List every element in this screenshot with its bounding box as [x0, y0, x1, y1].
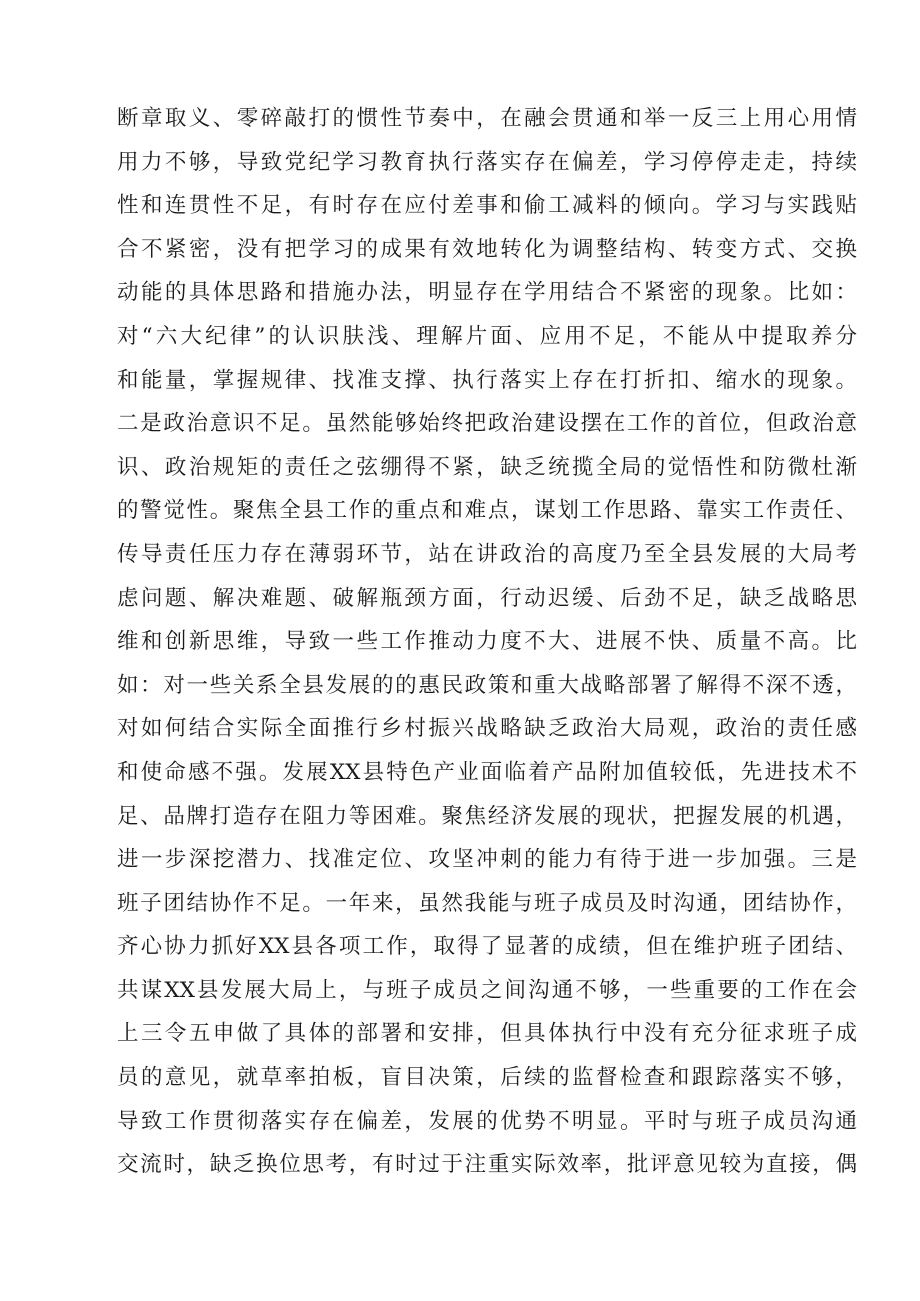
text-line: 员的意见，就草率拍板，盲目决策，后续的监督检查和跟踪落实不够， — [117, 1065, 857, 1091]
text-line: 上三令五申做了具体的部署和安排，但具体执行中没有充分征求班子成 — [117, 1021, 857, 1047]
text-line: 二是政治意识不足。虽然能够始终把政治建设摆在工作的首位，但政治意 — [117, 411, 857, 437]
text-line: 导致工作贯彻落实存在偏差，发展的优势不明显。平时与班子成员沟通 — [117, 1108, 857, 1134]
text-line: 如：对一些关系全县发展的的惠民政策和重大战略部署了解得不深不透， — [117, 672, 857, 698]
text-line: 和使命感不强。发展XX县特色产业面临着产品附加值较低，先进技术不 — [117, 759, 857, 785]
text-line: 断章取义、零碎敲打的惯性节奏中，在融会贯通和举一反三上用心用情 — [117, 106, 857, 131]
text-line: 班子团结协作不足。一年来，虽然我能与班子成员及时沟通，团结协作， — [117, 890, 857, 916]
text-line: 和能量，掌握规律、找准支撑、执行落实上存在打折扣、缩水的现象。 — [117, 367, 857, 393]
body-text — [117, 97, 857, 1187]
text-line: 传导责任压力存在薄弱环节，站在讲政治的高度乃至全县发展的大局考 — [117, 541, 857, 567]
text-line: 维和创新思维，导致一些工作推动力度不大、进展不快、质量不高。比 — [117, 629, 857, 655]
text-line: 对“六大纪律”的认识肤浅、理解片面、应用不足，不能从中提取养分 — [117, 323, 857, 349]
text-line: 性和连贯性不足，有时存在应付差事和偷工减料的倾向。学习与实践贴 — [117, 193, 857, 219]
text-line: 对如何结合实际全面推行乡村振兴战略缺乏政治大局观，政治的责任感 — [117, 716, 857, 742]
text-line: 识、政治规矩的责任之弦绷得不紧，缺乏统揽全局的觉悟性和防微杜渐 — [117, 454, 857, 480]
text-line: 动能的具体思路和措施办法，明显存在学用结合不紧密的现象。比如： — [117, 280, 857, 306]
text-line: 用力不够，导致党纪学习教育执行落实存在偏差，学习停停走走，持续 — [117, 149, 857, 175]
text-line: 合不紧密，没有把学习的成果有效地转化为调整结构、转变方式、交换 — [117, 236, 857, 262]
text-line: 的警觉性。聚焦全县工作的重点和难点，谋划工作思路、靠实工作责任、 — [117, 498, 857, 524]
text-line: 齐心协力抓好XX县各项工作，取得了显著的成绩，但在维护班子团结、 — [117, 934, 857, 960]
text-line: 共谋XX县发展大局上，与班子成员之间沟通不够，一些重要的工作在会 — [117, 977, 857, 1003]
text-line: 虑问题、解决难题、破解瓶颈方面，行动迟缓、后劲不足，缺乏战略思 — [117, 585, 857, 611]
text-line: 交流时，缺乏换位思考，有时过于注重实际效率，批评意见较为直接，偶 — [117, 1152, 857, 1178]
text-line: 足、品牌打造存在阻力等困难。聚焦经济发展的现状，把握发展的机遇， — [117, 803, 857, 829]
text-line: 进一步深挖潜力、找准定位、攻坚冲刺的能力有待于进一步加强。三是 — [117, 847, 857, 873]
